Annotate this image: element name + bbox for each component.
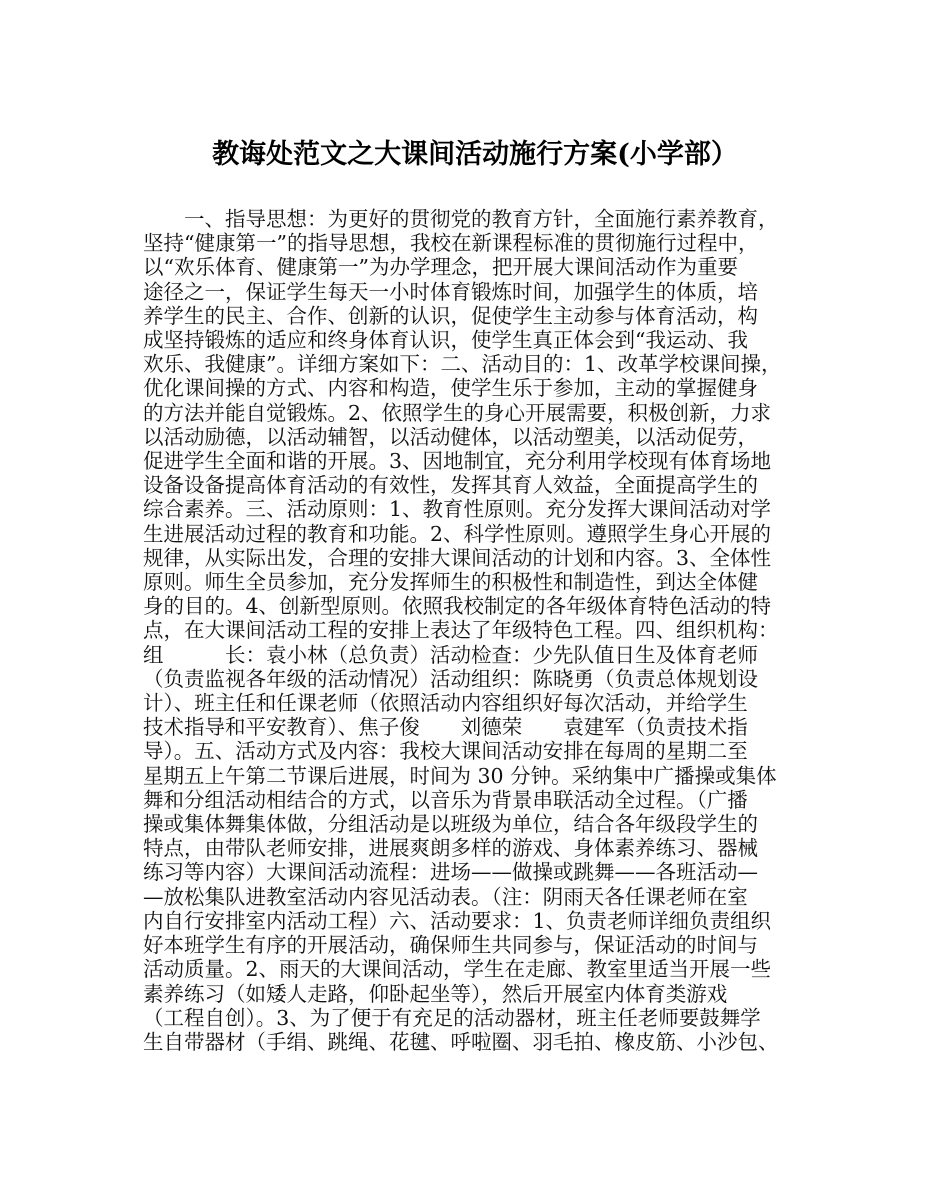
body-text-line: 生进展活动过程的教育和功能。2、科学性原则。遵照学生身心开展的 (143, 521, 772, 546)
body-text-line: 导）。五、活动方式及内容：我校大课间活动安排在每周的星期二至 (143, 739, 748, 764)
body-text-line: 以活动励德，以活动辅智，以活动健体，以活动塑美，以活动促劳， (143, 424, 758, 449)
body-text-line: 原则。师生全员参加，充分发挥师生的积极性和制造性，到达全体健 (143, 570, 758, 595)
body-text-line: （负责监视各年级的活动情况）活动组织：陈晓勇（负责总体规划设 (143, 666, 758, 691)
document-body (143, 207, 813, 1054)
body-text-line: 优化课间操的方式、内容和构造，使学生乐于参加，主动的掌握健身 (143, 376, 758, 401)
body-text-line: 养学生的民主、合作、创新的认识，促使学生主动参与体育活动，构 (143, 303, 758, 328)
body-text-line: 设备设备提高体育活动的有效性，发挥其育人效益，全面提高学生的 (143, 473, 758, 498)
body-text-line: 点，在大课间活动工程的安排上表达了年级特色工程。四、组织机构： (143, 618, 779, 643)
body-text-line: 身的目的。4、创新型原则。依照我校制定的各年级体育特色活动的特 (143, 594, 772, 619)
body-text-line: 好本班学生有序的开展活动，确保师生共同参与，保证活动的时间与 (143, 933, 758, 958)
body-text-line: （工程自创）。3、为了便于有充足的活动器材，班主任老师要鼓舞学 (143, 1005, 761, 1030)
body-text-line: 途径之一，保证学生每天一小时体育锻炼时间，加强学生的体质，培 (143, 279, 758, 304)
body-text-line: 一、指导思想：为更好的贯彻党的教育方针，全面施行素养教育， (143, 207, 779, 231)
body-text-line: 坚持“健康第一”的指导思想，我校在新课程标准的贯彻施行过程中， (143, 231, 759, 256)
body-text-line: 操或集体舞集体做，分组活动是以班级为单位，结合各年级段学生的 (143, 812, 758, 837)
body-text-line: 练习等内容）大课间活动流程：进场——做操或跳舞——各班活动— (143, 860, 758, 885)
body-text-line: 组 长：袁小林（总负责）活动检查：少先队值日生及体育老师 (143, 642, 758, 667)
body-text-line: —放松集队进教室活动内容见活动表。（注：阴雨天各任课老师在室 (143, 884, 748, 909)
body-text-line: 促进学生全面和谐的开展。3、因地制宜，充分利用学校现有体育场地 (143, 449, 772, 474)
body-text-line: 欢乐、我健康”。详细方案如下：二、活动目的：1、改革学校课间操， (143, 352, 782, 377)
body-text-line: 素养练习（如矮人走路，仰卧起坐等），然后开展室内体育类游戏 (143, 981, 728, 1006)
body-text-line: 的方法并能自觉锻炼。2、依照学生的身心开展需要，积极创新，力求 (143, 400, 772, 425)
body-text-line: 规律，从实际出发，合理的安排大课间活动的计划和内容。3、全体性 (143, 545, 772, 570)
body-text-line: 星期五上午第二节课后进展，时间为 30 分钟。采纳集中广播操或集体 (143, 763, 777, 788)
body-text-line: 活动质量。2、雨天的大课间活动，学生在走廊、教室里适当开展一些 (143, 957, 772, 982)
body-text-line: 计）、班主任和任课老师（依照活动内容组织好每次活动，并给学生 (143, 691, 748, 716)
body-text-line: 成坚持锻炼的适应和终身体育认识，使学生真正体会到“我运动、我 (143, 328, 748, 353)
body-text-line: 内自行安排室内活动工程）六、活动要求：1、负责老师详细负责组织 (143, 908, 772, 933)
body-text-line: 生自带器材（手绢、跳绳、花毽、呼啦圈、羽毛拍、橡皮筋、小沙包、 (143, 1029, 779, 1054)
body-text-line: 综合素养。三、活动原则：1、教育性原则。充分发挥大课间活动对学 (143, 497, 772, 522)
document-title: 教诲处范文之大课间活动施行方案(小学部） (212, 139, 738, 170)
body-text-line: 技术指导和平安教育）、焦子俊 刘德荣 袁建军（负责技术指 (143, 715, 748, 740)
body-text-line: 特点，由带队老师安排，进展爽朗多样的游戏、身体素养练习、器械 (143, 836, 758, 861)
body-text-line: 以“欢乐体育、健康第一”为办学理念，把开展大课间活动作为重要 (143, 255, 738, 280)
body-text-line: 舞和分组活动相结合的方式，以音乐为背景串联活动全过程。（广播 (143, 787, 748, 812)
